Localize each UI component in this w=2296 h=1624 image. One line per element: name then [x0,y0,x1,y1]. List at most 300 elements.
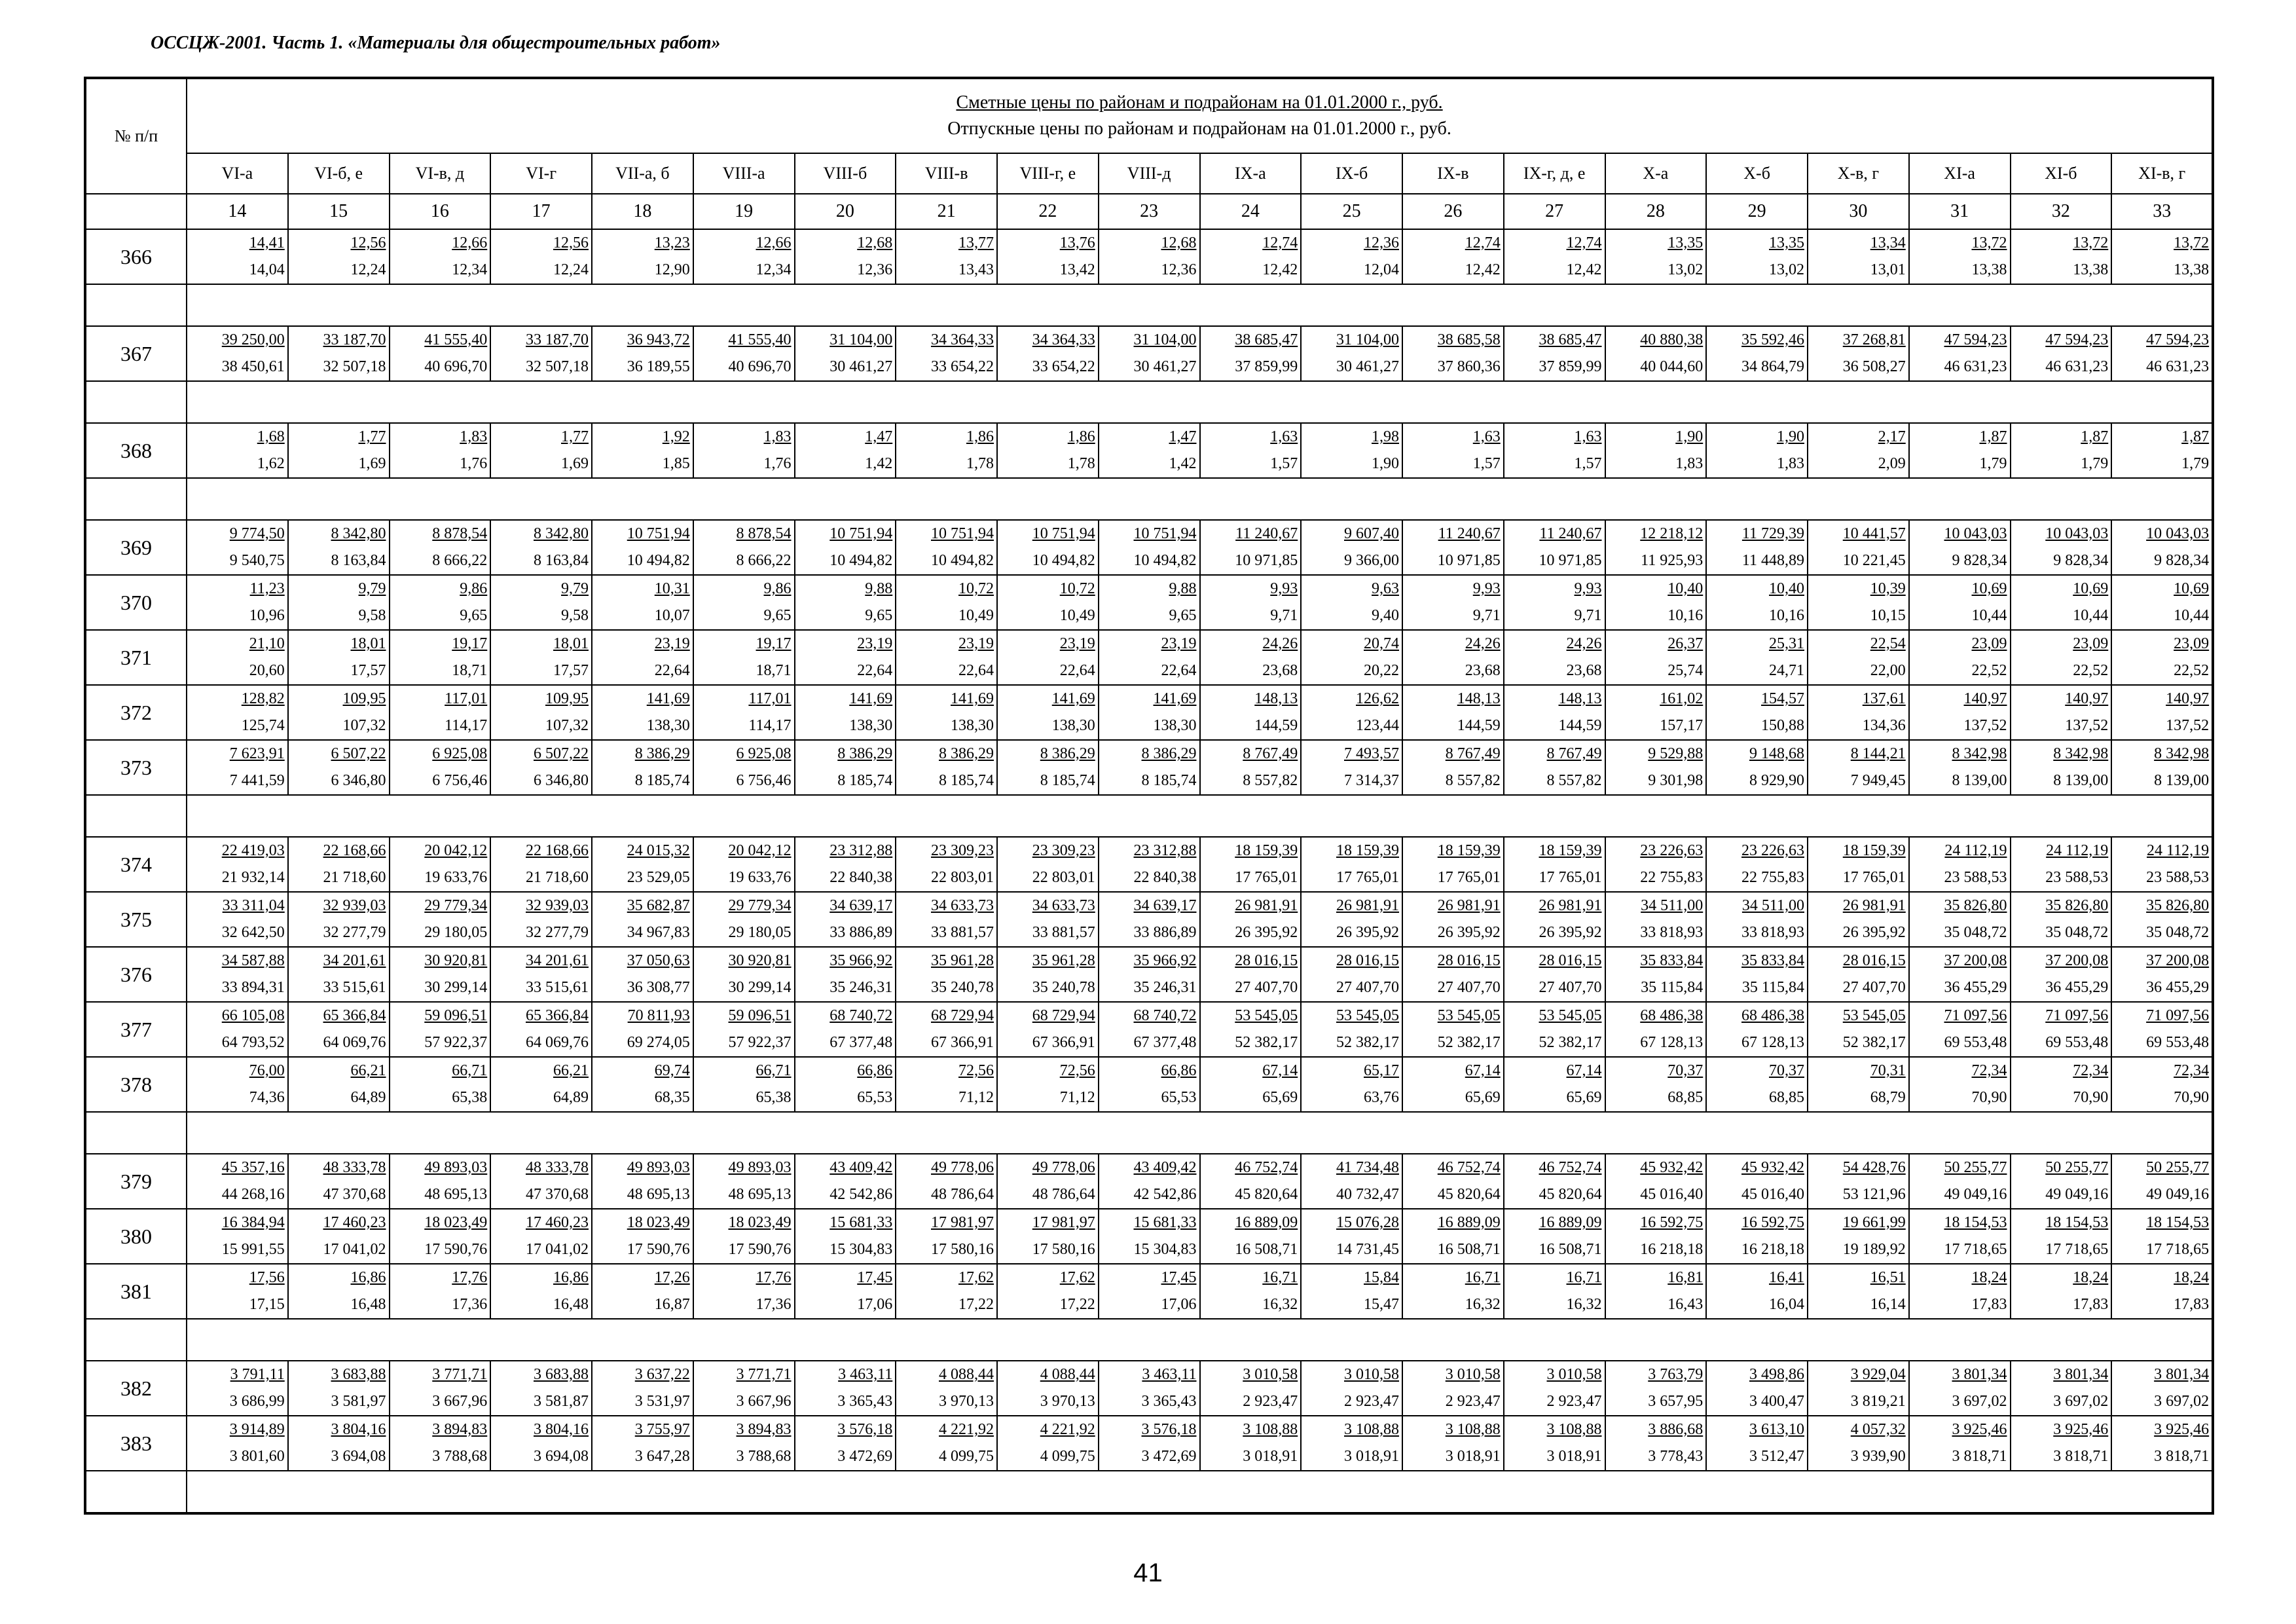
release-price: 44 268,16 [221,1186,285,1203]
price-cell [390,1264,491,1319]
column-number: 19 [693,194,795,229]
release-price: 22,64 [857,662,893,679]
release-price: 52 382,17 [1235,1034,1298,1051]
price-cell [187,520,288,575]
estimated-price: 76,00 [249,1062,285,1079]
release-price: 8 557,82 [1243,772,1298,789]
release-price: 6 346,80 [534,772,589,789]
release-price: 26 395,92 [1437,924,1501,941]
estimated-price: 141,69 [951,690,994,707]
estimated-price: 18,24 [1971,1269,2007,1286]
release-price: 12,34 [756,261,792,278]
estimated-price: 35 826,80 [1944,897,2007,914]
price-cell [187,740,288,795]
price-cell [1605,423,1707,478]
estimated-price: 18 154,53 [2146,1214,2210,1231]
estimated-price: 128,82 [241,690,285,707]
release-price: 9,65 [460,607,488,624]
release-price: 12,36 [1161,261,1197,278]
price-cell [795,1002,896,1057]
price-cell [1706,520,1808,575]
estimated-price: 16 592,75 [1640,1214,1704,1231]
price-cell [1504,326,1605,381]
spacer-cell [85,1471,187,1513]
release-price: 17 718,65 [2045,1241,2109,1258]
estimated-price: 9,86 [763,580,792,597]
release-price: 19 189,92 [1842,1241,1906,1258]
release-price: 64 069,76 [526,1034,589,1051]
price-cell [1099,1154,1200,1209]
price-cell [288,229,390,284]
row-number: 379 [85,1154,187,1209]
release-price: 17,83 [1971,1296,2007,1313]
price-cell [187,326,288,381]
table-row [85,1264,2213,1319]
release-price: 17,57 [553,662,589,679]
release-price: 37 860,36 [1437,358,1501,375]
estimated-price: 26,37 [1667,635,1704,652]
price-cell [1200,685,1302,740]
price-cell [2011,326,2112,381]
release-price: 2 923,47 [1243,1393,1298,1410]
release-price: 3 778,43 [1648,1448,1704,1465]
price-cell [1808,1154,1909,1209]
price-cell [1099,1057,1200,1112]
estimated-price: 35 966,92 [829,952,893,969]
release-price: 3 018,91 [1344,1448,1399,1465]
region-header: VI-в, д [390,153,491,194]
release-price: 49 049,16 [2146,1186,2210,1203]
price-cell [490,892,592,947]
estimated-price: 71 097,56 [2045,1007,2109,1024]
estimated-price: 16 889,09 [1437,1214,1501,1231]
price-cell [693,947,795,1002]
release-price: 36 455,29 [2146,979,2210,996]
estimated-price: 9,79 [561,580,589,597]
release-price: 67 366,91 [931,1034,994,1051]
region-header: XI-б [2011,153,2112,194]
release-price: 22 755,83 [1640,869,1704,886]
estimated-price: 12,68 [857,234,893,251]
price-cell [896,1002,997,1057]
price-cell [1706,740,1808,795]
price-cell [1909,1002,2011,1057]
estimated-price: 28 016,15 [1336,952,1399,969]
price-table [84,77,2214,1515]
price-cell [288,837,390,892]
estimated-price: 3 791,11 [230,1366,285,1383]
row-number: 377 [85,1002,187,1057]
price-cell [187,229,288,284]
estimated-price: 54 428,76 [1842,1159,1906,1176]
price-cell [2111,630,2213,685]
release-price: 3 581,87 [534,1393,589,1410]
estimated-price: 12,66 [452,234,488,251]
estimated-price: 70,37 [1769,1062,1804,1079]
release-price: 1,69 [561,455,589,472]
row-number: 383 [85,1416,187,1471]
estimated-price: 68 740,72 [829,1007,893,1024]
release-price: 37 859,99 [1539,358,1602,375]
release-price: 10,16 [1667,607,1704,624]
estimated-price: 137,61 [1862,690,1906,707]
region-header: VIII-в [896,153,997,194]
estimated-price: 31 104,00 [829,331,893,348]
price-cell [288,1057,390,1112]
price-cell [1909,575,2011,630]
estimated-price: 37 200,08 [2045,952,2109,969]
release-price: 3 018,91 [1243,1448,1298,1465]
price-cell [1301,229,1402,284]
price-cell [1099,326,1200,381]
estimated-price: 3 771,71 [432,1366,488,1383]
release-price: 17 718,65 [2146,1241,2210,1258]
release-price: 7 949,45 [1850,772,1906,789]
price-cell [2011,1154,2112,1209]
release-price: 35 048,72 [1944,924,2007,941]
release-price: 12,42 [1262,261,1298,278]
price-cell [997,575,1099,630]
estimated-price: 35 833,84 [1640,952,1704,969]
estimated-price: 6 507,22 [534,745,589,762]
estimated-price: 10 043,03 [2146,525,2210,542]
estimated-price: 37 200,08 [2146,952,2210,969]
estimated-price: 1,63 [1574,428,1602,445]
price-cell [1301,685,1402,740]
price-cell [490,1264,592,1319]
release-price: 67 377,48 [1133,1034,1197,1051]
price-cell [1909,740,2011,795]
estimated-price: 38 685,47 [1539,331,1602,348]
release-price: 3 788,68 [736,1448,792,1465]
estimated-price: 35 682,87 [627,897,690,914]
price-cell [1200,740,1302,795]
table-row [85,740,2213,795]
price-cell [896,892,997,947]
estimated-price: 18 159,39 [1539,842,1602,859]
spacer-row [85,795,2213,837]
price-cell [1605,1057,1707,1112]
release-price: 64 069,76 [323,1034,386,1051]
estimated-price: 28 016,15 [1235,952,1298,969]
estimated-price: 9,88 [1169,580,1197,597]
estimated-price: 70,37 [1667,1062,1704,1079]
release-price: 3 512,47 [1749,1448,1804,1465]
release-price: 21 718,60 [323,869,386,886]
estimated-price: 19,17 [452,635,488,652]
release-price: 33 515,61 [323,979,386,996]
estimated-price: 18 159,39 [1336,842,1399,859]
estimated-price: 18 159,39 [1235,842,1298,859]
release-price: 35 048,72 [2146,924,2210,941]
estimated-price: 46 752,74 [1235,1159,1298,1176]
estimated-price: 43 409,42 [829,1159,893,1176]
release-price: 14 731,45 [1336,1241,1399,1258]
estimated-price: 26 981,91 [1336,897,1399,914]
release-price: 36 455,29 [1944,979,2007,996]
release-price: 3 970,13 [1040,1393,1095,1410]
release-price: 16 218,18 [1741,1241,1804,1258]
estimated-price: 8 386,29 [837,745,893,762]
release-price: 17 765,01 [1235,869,1298,886]
price-cell [1504,947,1605,1002]
release-price: 3 697,02 [1952,1393,2007,1410]
estimated-price: 9 148,68 [1749,745,1804,762]
price-cell [1301,1264,1402,1319]
price-cell [288,1264,390,1319]
price-cell [1808,947,1909,1002]
price-cell [1504,229,1605,284]
price-cell [288,1416,390,1471]
price-cell [1200,1361,1302,1416]
price-cell [390,1057,491,1112]
estimated-price: 1,87 [2181,428,2210,445]
price-cell [1200,326,1302,381]
release-price: 17,36 [452,1296,488,1313]
price-cell [2011,1264,2112,1319]
estimated-price: 26 981,91 [1235,897,1298,914]
estimated-price: 10 043,03 [2045,525,2109,542]
estimated-price: 8 767,49 [1243,745,1298,762]
release-price: 33 886,89 [829,924,893,941]
release-price: 17,06 [1161,1296,1197,1313]
release-price: 35 246,31 [1133,979,1197,996]
release-price: 46 631,23 [2146,358,2210,375]
estimated-price: 9 607,40 [1344,525,1399,542]
release-price: 17 580,16 [1032,1241,1095,1258]
estimated-price: 117,01 [445,690,488,707]
release-price: 63,76 [1364,1089,1399,1106]
release-price: 8 185,74 [837,772,893,789]
release-price: 9 301,98 [1648,772,1704,789]
estimated-price: 35 592,46 [1741,331,1804,348]
estimated-price: 22,54 [1870,635,1906,652]
price-cell [1301,423,1402,478]
price-cell [390,1002,491,1057]
price-cell [1605,1361,1707,1416]
release-price: 57 922,37 [728,1034,792,1051]
estimated-price: 8 767,49 [1546,745,1602,762]
estimated-price: 66,71 [756,1062,792,1079]
spacer-row [85,478,2213,520]
estimated-price: 17,62 [1059,1269,1095,1286]
price-cell [1605,740,1707,795]
spacer-cell [85,381,187,423]
release-price: 17,57 [350,662,386,679]
estimated-price: 13,35 [1769,234,1804,251]
release-price: 23,68 [1262,662,1298,679]
release-price: 16 218,18 [1640,1241,1704,1258]
price-cell [592,630,693,685]
price-cell [288,1361,390,1416]
release-price: 13,02 [1769,261,1804,278]
estimated-price: 10 751,94 [1133,525,1197,542]
estimated-price: 21,10 [249,635,285,652]
estimated-price: 35 961,28 [1032,952,1095,969]
release-price: 36 308,77 [627,979,690,996]
estimated-price: 140,97 [2166,690,2210,707]
price-cell [1605,892,1707,947]
estimated-price: 8 878,54 [736,525,792,542]
release-price: 35 240,78 [931,979,994,996]
release-price: 17 041,02 [526,1241,589,1258]
price-cell [592,1057,693,1112]
estimated-price: 72,56 [958,1062,994,1079]
release-price: 10,49 [1059,607,1095,624]
estimated-price: 65,17 [1364,1062,1399,1079]
release-price: 2 923,47 [1546,1393,1602,1410]
release-price: 9,71 [1574,607,1602,624]
estimated-price: 3 010,58 [1546,1366,1602,1383]
release-price: 1,69 [358,455,386,472]
release-price: 27 407,70 [1842,979,1906,996]
release-price: 64,89 [350,1089,386,1106]
region-header: IX-в [1402,153,1504,194]
price-cell [187,837,288,892]
estimated-price: 15,84 [1364,1269,1399,1286]
estimated-price: 10 043,03 [1944,525,2007,542]
price-cell [1909,520,2011,575]
estimated-price: 68 740,72 [1133,1007,1197,1024]
release-price: 21 932,14 [221,869,285,886]
estimated-price: 17 981,97 [931,1214,994,1231]
price-cell [592,685,693,740]
region-header: VIII-д [1099,153,1200,194]
release-price: 20,22 [1364,662,1399,679]
price-cell [1808,1002,1909,1057]
release-price: 47 370,68 [526,1186,589,1203]
estimated-price: 3 108,88 [1445,1421,1501,1438]
price-cell [1402,685,1504,740]
price-cell [1402,1209,1504,1264]
release-price: 17 041,02 [323,1241,386,1258]
price-cell [1909,892,2011,947]
price-cell [1099,1209,1200,1264]
release-price: 1,42 [1169,455,1197,472]
estimated-price: 68 729,94 [1032,1007,1095,1024]
price-cell [490,947,592,1002]
spacer-row [85,381,2213,423]
estimated-price: 15 076,28 [1336,1214,1399,1231]
release-price: 27 407,70 [1437,979,1501,996]
price-cell [288,1209,390,1264]
estimated-price: 47 594,23 [1944,331,2007,348]
price-cell [693,1209,795,1264]
release-price: 27 407,70 [1235,979,1298,996]
price-cell [997,229,1099,284]
estimated-price: 20,74 [1364,635,1399,652]
price-cell [1605,229,1707,284]
estimated-price: 28 016,15 [1539,952,1602,969]
release-price: 1,76 [763,455,792,472]
price-cell [1402,630,1504,685]
estimated-price: 16,51 [1870,1269,1906,1286]
estimated-price: 10,69 [2073,580,2109,597]
estimated-price: 72,34 [2174,1062,2210,1079]
release-price: 69 553,48 [2146,1034,2210,1051]
estimated-price: 10,40 [1667,580,1704,597]
release-price: 2,09 [1878,455,1906,472]
price-cell [1504,685,1605,740]
price-cell [1200,1416,1302,1471]
price-cell [1504,740,1605,795]
release-price: 33 894,31 [221,979,285,996]
price-cell [390,326,491,381]
column-number: 22 [997,194,1099,229]
estimated-price: 24 112,19 [2046,842,2109,859]
spacer-cell [187,284,2213,326]
spacer-cell [85,1112,187,1154]
table-row [85,685,2213,740]
price-cell [2011,837,2112,892]
release-price: 22 840,38 [829,869,893,886]
estimated-price: 13,34 [1870,234,1906,251]
price-cell [997,837,1099,892]
column-number: 15 [288,194,390,229]
estimated-price: 1,86 [966,428,994,445]
price-cell [2111,892,2213,947]
release-price: 65,69 [1566,1089,1602,1106]
price-cell [2011,892,2112,947]
release-price: 40 696,70 [728,358,792,375]
release-price: 22,52 [1971,662,2007,679]
spacer-row [85,1319,2213,1361]
release-price: 3 365,43 [1141,1393,1197,1410]
estimated-price: 3 801,34 [2154,1366,2210,1383]
estimated-price: 18 023,49 [728,1214,792,1231]
release-price: 68,35 [654,1089,690,1106]
price-cell [896,1416,997,1471]
price-cell [997,1209,1099,1264]
spacer-cell [85,795,187,837]
price-cell [1504,1057,1605,1112]
release-price: 1,57 [1270,455,1298,472]
release-price: 11 448,89 [1741,552,1804,569]
column-number: 33 [2111,194,2213,229]
estimated-price: 50 255,77 [1944,1159,2007,1176]
row-number: 372 [85,685,187,740]
estimated-price: 69,74 [654,1062,690,1079]
table-row [85,1154,2213,1209]
estimated-price: 48 333,78 [526,1159,589,1176]
release-price: 27 407,70 [1539,979,1602,996]
estimated-price: 4 057,32 [1850,1421,1906,1438]
estimated-price: 68 729,94 [931,1007,994,1024]
spacer-cell [187,795,2213,837]
release-price: 22,00 [1870,662,1906,679]
estimated-price: 17,45 [857,1269,893,1286]
price-cell [1808,740,1909,795]
release-price: 1,83 [1675,455,1704,472]
release-price: 144,59 [1254,717,1298,734]
release-price: 8 666,22 [432,552,488,569]
release-price: 69 553,48 [2045,1034,2109,1051]
estimated-price: 9 774,50 [229,525,285,542]
price-cell [1200,630,1302,685]
price-cell [592,520,693,575]
estimated-price: 17,76 [452,1269,488,1286]
release-price: 49 049,16 [2045,1186,2109,1203]
estimated-price: 33 187,70 [526,331,589,348]
release-price: 1,42 [865,455,893,472]
estimated-price: 12,66 [756,234,792,251]
release-price: 12,24 [553,261,589,278]
estimated-price: 66,86 [1161,1062,1197,1079]
release-price: 52 382,17 [1437,1034,1501,1051]
price-cell [1099,947,1200,1002]
estimated-price: 68 486,38 [1741,1007,1804,1024]
release-price: 25,74 [1667,662,1704,679]
